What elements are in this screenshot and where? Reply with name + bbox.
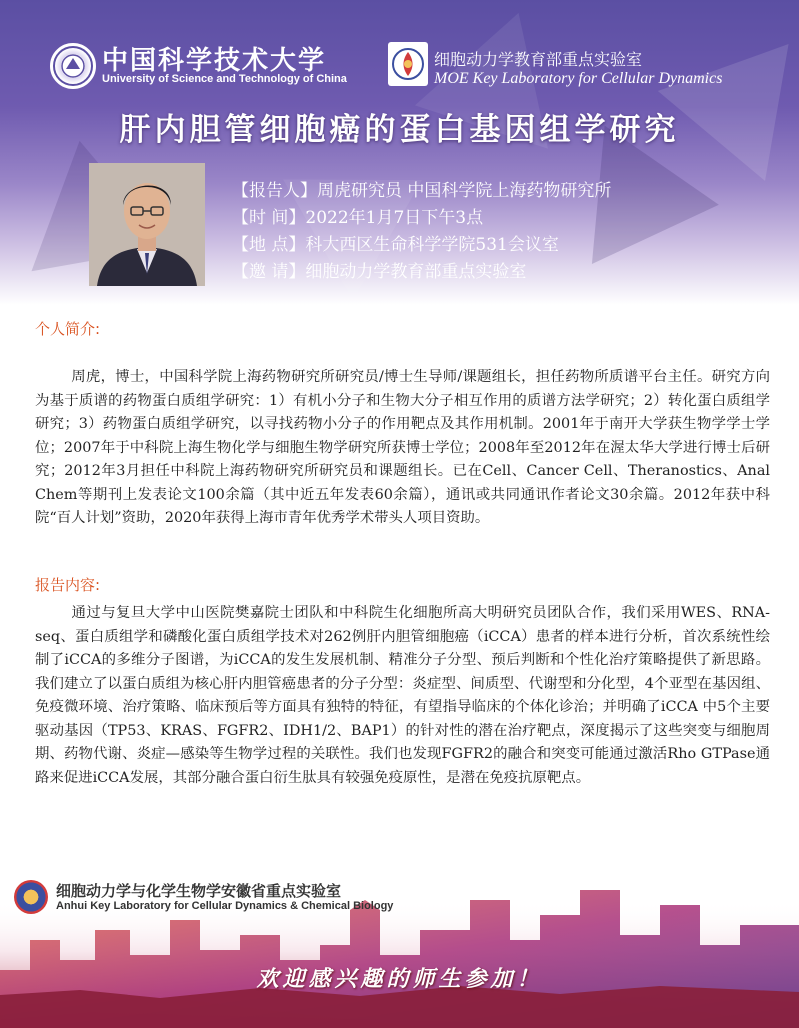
anhui-lab-name-cn: 细胞动力学与化学生物学安徽省重点实验室 <box>56 882 342 900</box>
anhui-lab-name-en: Anhui Key Laboratory for Cellular Dynamics & Chemical Biology <box>56 900 394 912</box>
footer-banner <box>0 860 799 1028</box>
moe-lab-name-en: MOE Key Laboratory for Cellular Dynamics <box>434 70 723 87</box>
info-label: 【邀 请】 <box>232 262 306 282</box>
abstract-text: 通过与复旦大学中山医院樊嘉院士团队和中科院生化细胞所高大明研究员团队合作，我们采用WES、RNA-seq、蛋白质组学和磷酸化蛋白质组学技术对262例肝内胆管细胞癌（iCCA）患者的样本进行分析，首次系统性绘制了iCCA的多维分子图谱，为iCCA的发生发展机制、精准分子分型、预后判断和个性化治疗策略提供了新思路。我们建立了以蛋白质组为核心肝内胆管癌患者的分子分型：炎症型、间质型、代谢型和分化型，4个亚型在基因组、免疫微环境、治疗策略、临床预后等方面具有独特的特征，有望指导临床的个体化诊治；并明确了iCCA 中5个主要驱动基因（TP53、KRAS、FGFR2、IDH1/2、BAP1）的针对性的潜在治疗靶点，深度揭示了这些突变与细胞周期、药物代谢、炎症—感染等生物学过程的关联性。我们也发现FGFR2的融合和突变可能通过激活Rho GTPase通路来促进iCCA发展，其部分融合蛋白衍生肽具有较强免疫原性，是潜在免疫抗原靶点。 <box>35 605 770 786</box>
header-banner <box>0 0 799 305</box>
abstract-heading: 报告内容: <box>35 576 101 594</box>
info-value: 科大西区生命科学学院531会议室 <box>305 235 559 255</box>
speaker-photo <box>89 163 205 286</box>
anhui-lab-logo <box>14 880 48 914</box>
info-value: 2022年1月7日下午3点 <box>305 208 484 228</box>
talk-title: 肝内胆管细胞癌的蛋白基因组学研究 <box>119 112 680 148</box>
info-label: 【报告人】 <box>232 181 317 201</box>
info-value: 周虎研究员 中国科学院上海药物研究所 <box>317 181 612 201</box>
moe-lab-name-cn: 细胞动力学教育部重点实验室 <box>434 50 643 69</box>
info-value: 细胞动力学教育部重点实验室 <box>305 262 527 282</box>
bio-text: 周虎，博士，中国科学院上海药物研究所研究员/博士生导师/课题组长，担任药物所质谱平台主任。研究方向为基于质谱的药物蛋白质组学研究：1）有机小分子和生物大分子相互作用的质谱方法学研究；2）转化蛋白质组学研究；3）药物蛋白质组学研究，以寻找药物小分子的作用靶点及其作用机制。2001年于南开大学获生物学学士学位；2007年于中科院上海生物化学与细胞生物学研究所获博士学位；2008年至2012年在渥太华大学进行博士后研究；2012年3月担任中科院上海药物研究所研究员和课题组长。已在Cell、Cancer Cell、Theranostics、Anal Chem等期刊上发表论文100余篇（其中近五年发表60余篇），通讯或共同通讯作者论文30余篇。2012年获中科院“百人计划”资助，2020年获得上海市青年优秀学术带头人项目资助。 <box>35 369 770 526</box>
bio-paragraph <box>35 366 770 531</box>
info-speaker <box>232 176 611 201</box>
info-host <box>232 257 526 282</box>
bio-heading: 个人简介: <box>35 320 101 338</box>
info-label: 【时 间】 <box>232 208 306 228</box>
abstract-paragraph <box>35 602 770 790</box>
info-location <box>232 230 559 255</box>
info-time <box>232 203 483 228</box>
ustc-seal-logo <box>50 43 96 89</box>
welcome-message: 欢迎感兴趣的师生参加！ <box>256 966 543 992</box>
info-label: 【地 点】 <box>232 235 306 255</box>
moe-lab-logo <box>388 42 428 86</box>
university-name-en: University of Science and Technology of China <box>102 73 347 85</box>
university-name-cn: 中国科学技术大学 <box>102 46 327 76</box>
